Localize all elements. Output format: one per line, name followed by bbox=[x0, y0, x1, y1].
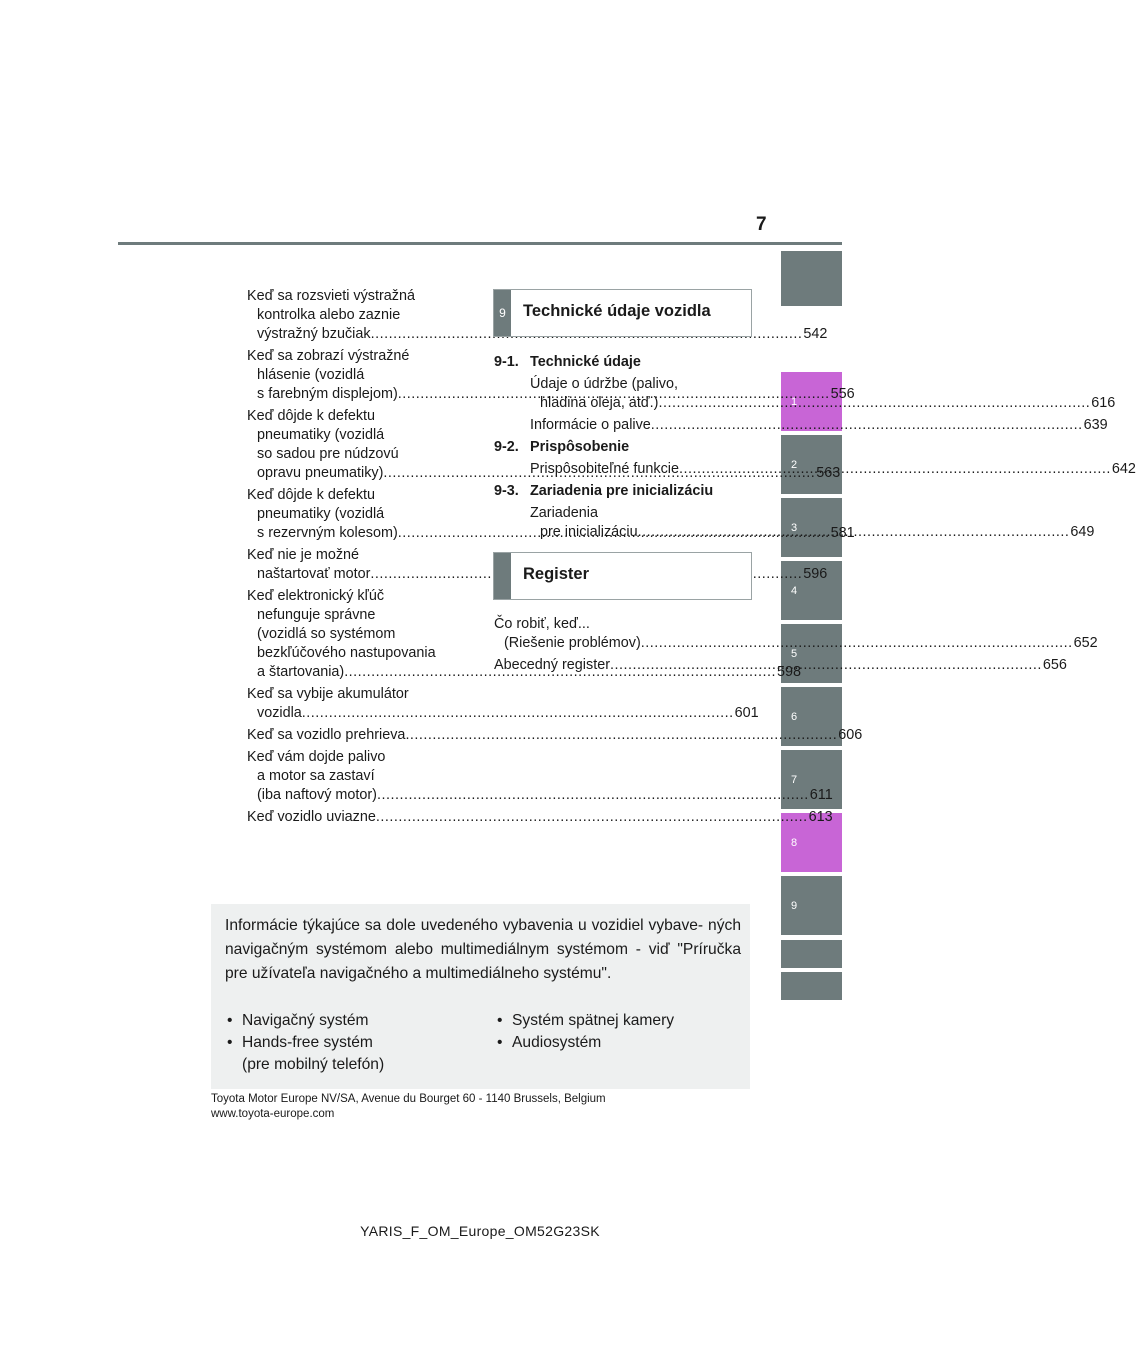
subsection-heading[interactable] bbox=[494, 438, 741, 457]
subsection-title: Technické údaje bbox=[530, 354, 641, 370]
entry-text: Zariadenia bbox=[530, 505, 598, 521]
tab-label: 3 bbox=[791, 521, 798, 534]
entry-text: (Riešenie problémov) bbox=[504, 635, 641, 651]
page-ref: 601 bbox=[734, 705, 759, 721]
entry-text: Keď sa zobrazí výstražné bbox=[247, 348, 410, 364]
entry-text: vozidla bbox=[257, 705, 302, 721]
bullet-text: • Hands-free systém bbox=[242, 1034, 373, 1051]
register-header bbox=[493, 552, 752, 600]
subsection-number: 9-2. bbox=[494, 439, 519, 455]
entry-text: výstražný bzučiak bbox=[257, 326, 371, 342]
page-ref: 639 bbox=[1083, 417, 1108, 433]
subsection-title: Prispôsobenie bbox=[530, 439, 630, 455]
page-ref: 598 bbox=[777, 664, 802, 680]
entry-text: opravu pneumatiky) bbox=[257, 465, 384, 481]
bullet-text: • Audiosystém bbox=[512, 1034, 602, 1051]
chapter-tab-blank[interactable] bbox=[781, 940, 842, 968]
entry-text: Keď dôjde k defektu bbox=[247, 487, 376, 503]
entry-text: s farebným displejom) bbox=[257, 386, 398, 402]
section-number: 9 bbox=[494, 290, 511, 336]
section-title: Technické údaje vozidla bbox=[523, 302, 711, 320]
leader-dots bbox=[638, 521, 1070, 540]
header-rule bbox=[118, 242, 842, 245]
entry-text: so sadou pre núdzovú bbox=[257, 446, 399, 462]
toc-entry[interactable] bbox=[247, 726, 863, 745]
leader-dots bbox=[376, 809, 808, 825]
leader-dots bbox=[679, 458, 1111, 477]
toc-entry[interactable] bbox=[494, 615, 1098, 653]
leader-dots bbox=[377, 787, 809, 803]
subsection-title: Zariadenia pre inicializáciu bbox=[530, 483, 714, 499]
bullet-item bbox=[495, 1010, 674, 1032]
entry-text: Keď sa vozidlo prehrieva bbox=[247, 727, 406, 743]
bullet-item bbox=[225, 1010, 384, 1032]
entry-text: Keď nie je možné bbox=[247, 547, 360, 563]
entry-text: pneumatiky (vozidlá bbox=[257, 427, 385, 443]
page-number: 7 bbox=[756, 214, 767, 235]
document-id: YARIS_F_OM_Europe_OM52G23SK bbox=[360, 1223, 600, 1239]
leader-dots bbox=[610, 657, 1042, 673]
page-ref: 606 bbox=[838, 727, 863, 743]
bullet-item bbox=[225, 1032, 384, 1076]
entry-text: Keď dôjde k defektu bbox=[247, 408, 376, 424]
tab-label: 7 bbox=[791, 773, 798, 786]
subsection-heading[interactable] bbox=[494, 353, 741, 372]
website-line: www.toyota-europe.com bbox=[211, 1108, 335, 1120]
info-box bbox=[211, 904, 750, 1089]
bullet-list-right bbox=[495, 1010, 674, 1054]
entry-text: Informácie o palive bbox=[530, 417, 651, 433]
address-line: Toyota Motor Europe NV/SA, Avenue du Bourget 60 - 1140 Brussels, Belgium bbox=[211, 1093, 606, 1105]
tab-label: 6 bbox=[791, 710, 798, 723]
page-ref: 556 bbox=[830, 386, 855, 402]
bullet-text: • Systém spätnej kamery bbox=[512, 1012, 675, 1029]
section-9-header bbox=[493, 289, 752, 337]
chapter-tab-blank[interactable] bbox=[781, 251, 842, 306]
section-title: Register bbox=[523, 565, 590, 583]
toc-entry[interactable] bbox=[530, 416, 1108, 435]
toc-entry[interactable] bbox=[247, 808, 833, 827]
bullet-list-left bbox=[225, 1010, 384, 1076]
entry-text: Keď vozidlo uviazne bbox=[247, 809, 376, 825]
entry-text: pneumatiky (vozidlá bbox=[257, 506, 385, 522]
entry-text: nefunguje správne bbox=[257, 607, 376, 623]
page-ref: 656 bbox=[1042, 657, 1067, 673]
tab-label: 2 bbox=[791, 458, 798, 471]
entry-text: hlásenie (vozidlá bbox=[257, 367, 365, 383]
entry-text: kontrolka alebo zaznie bbox=[257, 307, 401, 323]
tab-label: 9 bbox=[791, 899, 798, 912]
entry-text: Keď vám dojde palivo bbox=[247, 749, 386, 765]
page-ref: 581 bbox=[830, 525, 855, 541]
entry-text: Keď elektronický kľúč bbox=[247, 588, 385, 604]
tab-label: 4 bbox=[791, 584, 798, 597]
leader-dots bbox=[405, 727, 837, 743]
entry-text: Keď sa vybije akumulátor bbox=[247, 686, 409, 702]
tab-label: 1 bbox=[791, 395, 798, 408]
entry-text: s rezervným kolesom) bbox=[257, 525, 398, 541]
entry-text: Abecedný register bbox=[494, 657, 610, 673]
toc-entry[interactable] bbox=[247, 685, 759, 723]
entry-text: Keď sa rozsvieti výstražná bbox=[247, 288, 416, 304]
entry-text: bezkľúčového nastupovania bbox=[257, 645, 436, 661]
entry-text: pre inicializáciu bbox=[540, 524, 638, 540]
subsection-number: 9-3. bbox=[494, 483, 519, 499]
toc-entry[interactable] bbox=[247, 748, 833, 805]
page-ref: 611 bbox=[809, 787, 833, 803]
entry-text: hladina oleja, atď.) bbox=[540, 395, 659, 411]
leader-dots bbox=[302, 705, 734, 721]
entry-text: Údaje o údržbe (palivo, bbox=[530, 376, 678, 392]
bullet-text: • Navigačný systém bbox=[242, 1012, 369, 1029]
leader-dots bbox=[641, 635, 1073, 651]
chapter-tab-blank[interactable] bbox=[781, 972, 842, 1000]
bullet-item bbox=[495, 1032, 674, 1054]
entry-text: Čo robiť, keď... bbox=[494, 616, 590, 632]
entry-text: (iba naftový motor) bbox=[257, 787, 377, 803]
entry-text: (vozidlá so systémom bbox=[257, 626, 396, 642]
page-ref: 642 bbox=[1111, 461, 1136, 477]
entry-text: Prispôsobiteľné funkcie bbox=[530, 461, 679, 477]
page-ref: 616 bbox=[1091, 395, 1116, 411]
section-marker bbox=[494, 553, 511, 599]
tab-label: 8 bbox=[791, 836, 798, 849]
page-ref: 652 bbox=[1073, 635, 1098, 651]
entry-text: a motor sa zastaví bbox=[257, 768, 375, 784]
page-ref: 542 bbox=[803, 326, 828, 342]
tab-label: 5 bbox=[791, 647, 798, 660]
subsection-heading[interactable] bbox=[494, 482, 741, 501]
page-ref: 649 bbox=[1070, 524, 1095, 540]
page-ref: 563 bbox=[816, 465, 841, 481]
chapter-tab-9[interactable] bbox=[781, 876, 842, 935]
info-text: Informácie týkajúce sa dole uvedeného vybavenia u vozidiel vybave- ných navigačným systémom alebo multimediálnym systémom - viď "Príručka pre užívateľa navigačného a multimediálneho systému". bbox=[225, 917, 741, 982]
publisher-address bbox=[211, 1092, 606, 1122]
leader-dots bbox=[658, 395, 1090, 411]
bullet-text: (pre mobilný telefón) bbox=[242, 1056, 385, 1073]
page-ref: 613 bbox=[808, 809, 833, 825]
entry-text: naštartovať motor bbox=[257, 566, 371, 582]
subsection-number: 9-1. bbox=[494, 354, 519, 370]
leader-dots bbox=[651, 417, 1083, 433]
entry-text: a štartovania) bbox=[257, 664, 345, 680]
page-ref: 596 bbox=[803, 566, 828, 582]
